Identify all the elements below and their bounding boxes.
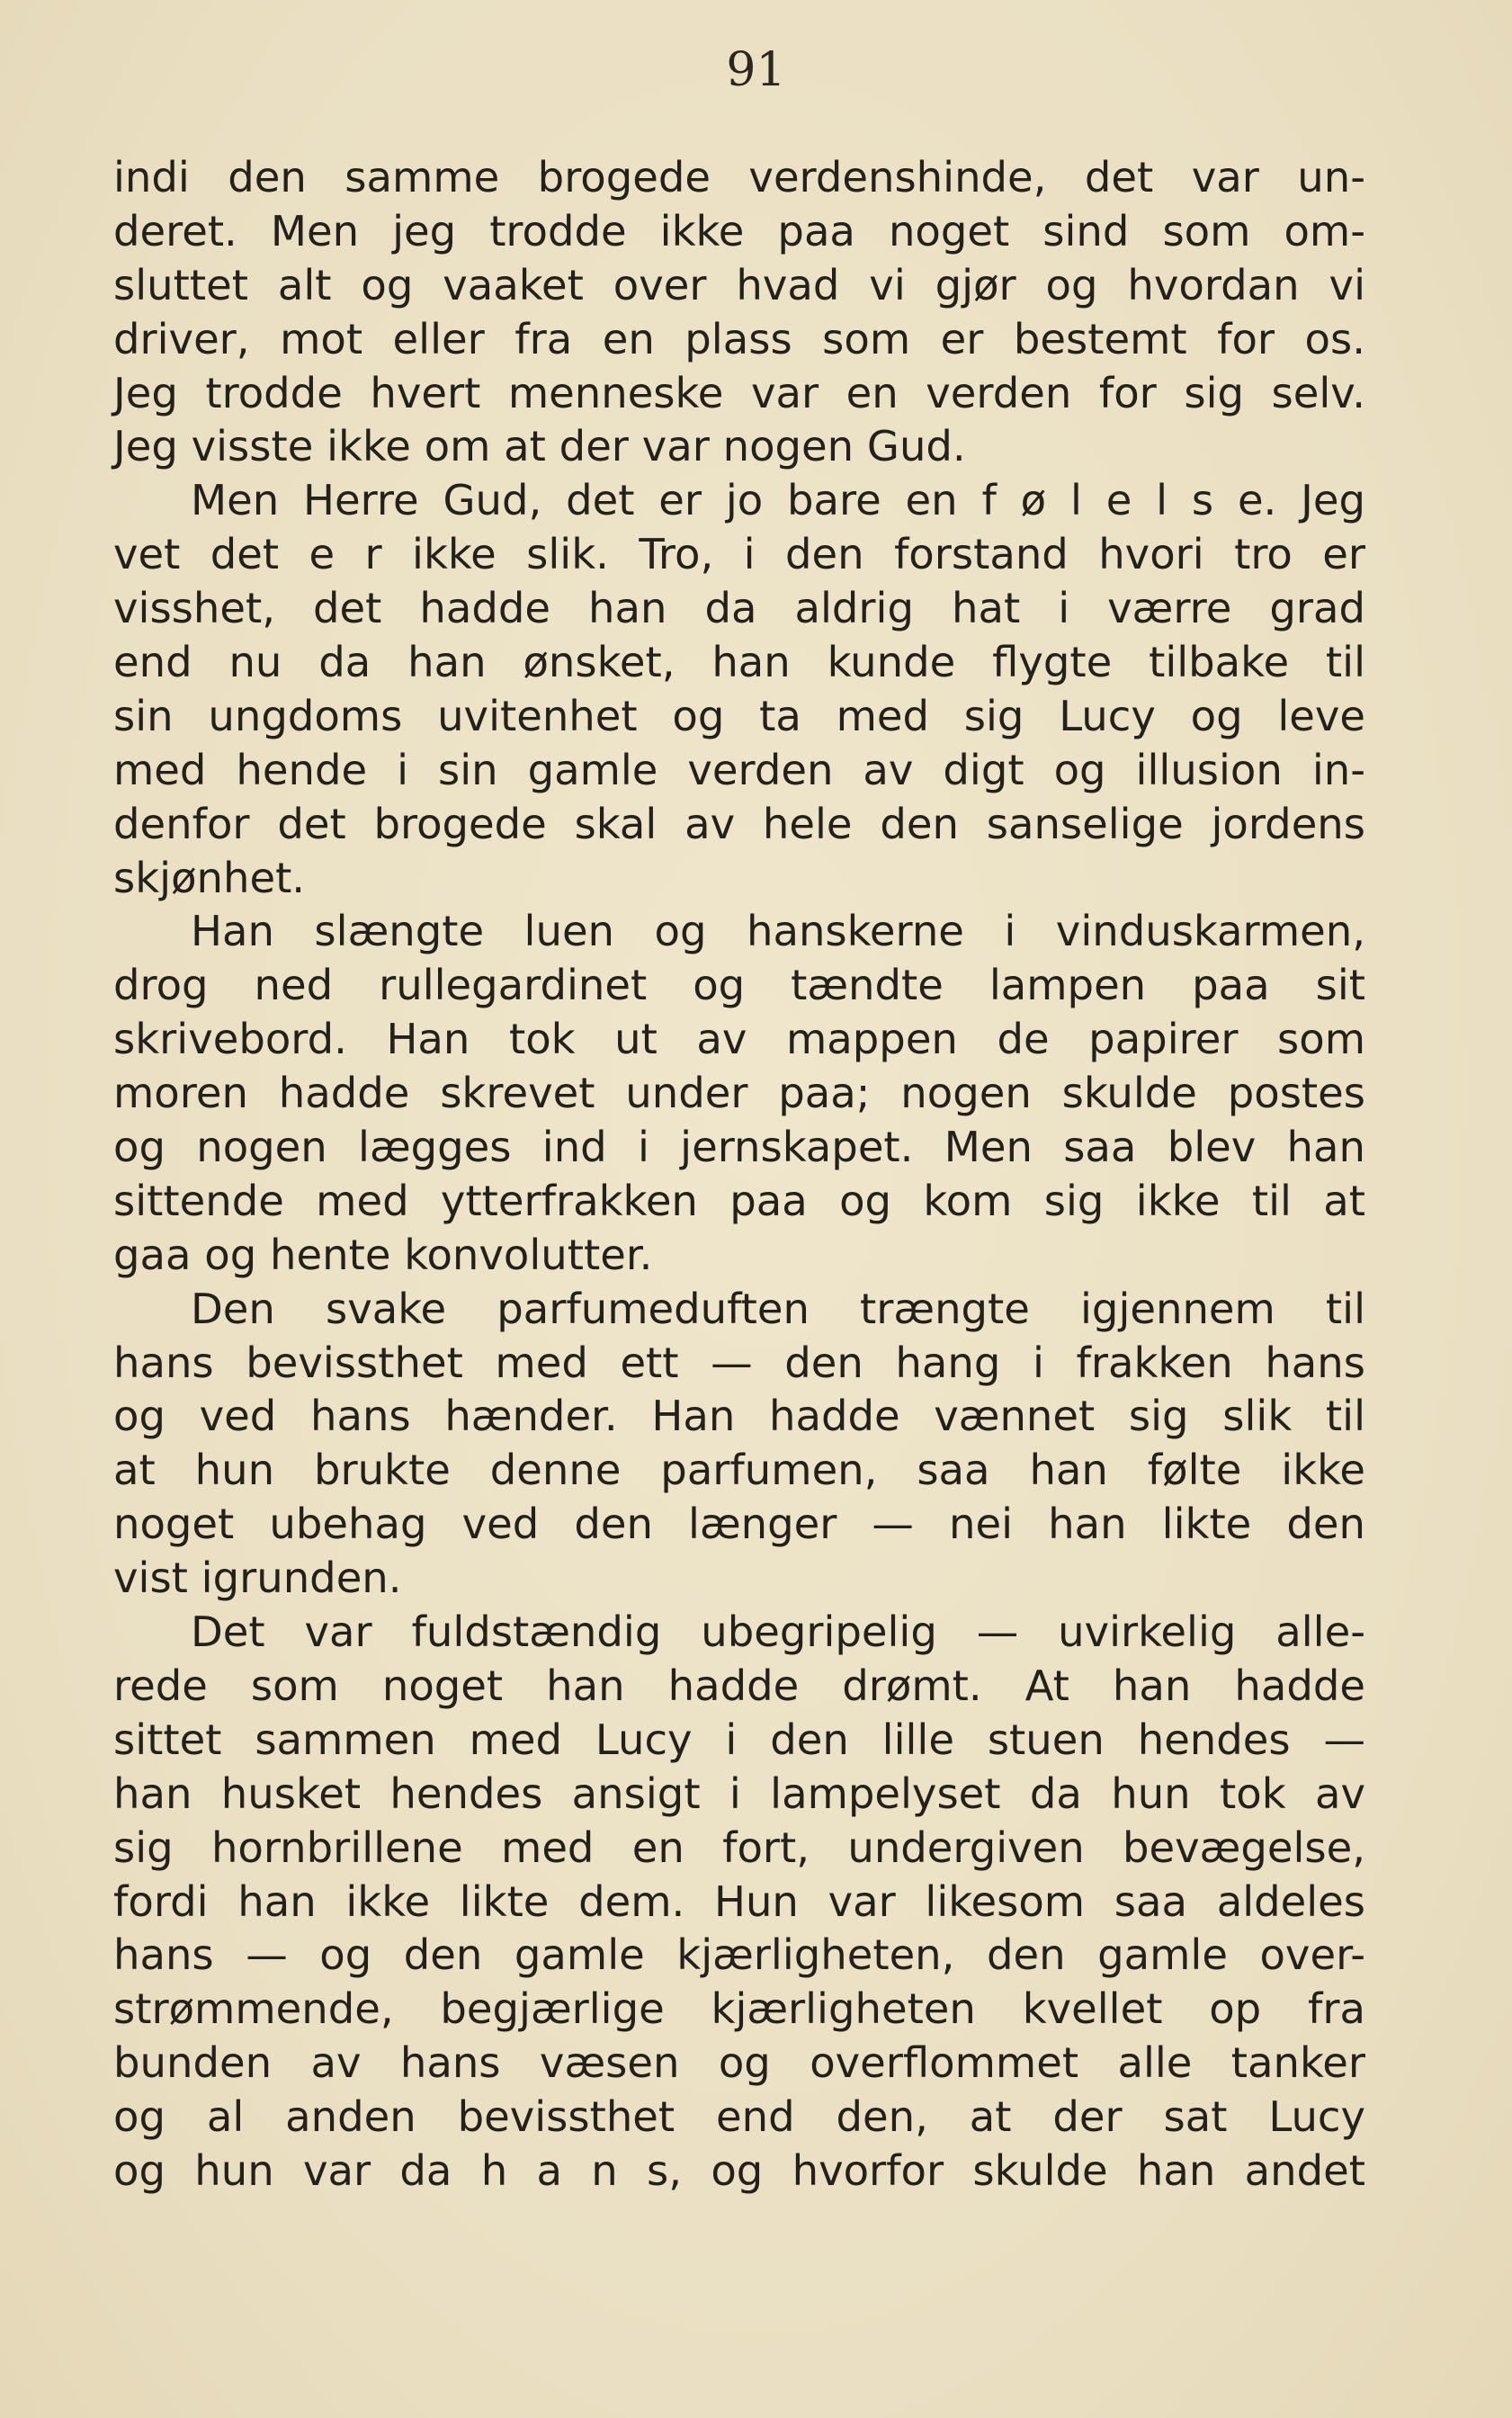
text-line: og ved hans hænder. Han hadde vænnet sig slik til [113, 1392, 1365, 1441]
text-line: sluttet alt og vaaket over hvad vi gjør og hvordan vi [113, 260, 1365, 309]
text-line: Jeg trodde hvert menneske var en verden for sig selv. [113, 368, 1365, 417]
text-line: Det var fuldstændig ubegripelig — uvirkelig alle- [191, 1608, 1365, 1657]
text-line: og hun var da h a n s, og hvorfor skulde han andet [113, 2145, 1365, 2195]
text-line: sittet sammen med Lucy i den lille stuen hendes — [113, 1715, 1365, 1764]
text-line: drog ned rullegardinet og tændte lampen paa sit [113, 961, 1365, 1010]
text-line: sin ungdoms uvitenhet og ta med sig Lucy og leve [113, 691, 1365, 740]
text-line: han husket hendes ansigt i lampelyset da hun tok av [113, 1769, 1365, 1818]
text-line: visshet, det hadde han da aldrig hat i værre grad [113, 584, 1365, 633]
text-line: at hun brukte denne parfumen, saa han følte ikke [113, 1446, 1365, 1495]
text-line: denfor det brogede skal av hele den sanselige jordens [113, 799, 1365, 848]
text-line: og al anden bevissthet end den, at der sat Lucy [113, 2092, 1365, 2142]
text-line: Men Herre Gud, det er jo bare en f ø l e l s e. Jeg [191, 476, 1365, 525]
text-line: deret. Men jeg trodde ikke paa noget sind som om- [113, 206, 1365, 255]
text-line: hans bevissthet med ett — den hang i frakken hans [113, 1338, 1365, 1387]
text-line: skjønhet. [113, 853, 306, 902]
text-line: vist igrunden. [113, 1554, 402, 1603]
text-line: indi den samme brogede verdenshinde, det var un- [113, 153, 1365, 202]
text-line: bunden av hans væsen og overflommet alle tanker [113, 2038, 1365, 2088]
text-line: strømmende, begjærlige kjærligheten kvellet op fra [113, 1984, 1365, 2034]
text-line: vet det e r ikke slik. Tro, i den forstand hvori tro er [113, 530, 1365, 579]
text-line: driver, mot eller fra en plass som er bestemt for os. [113, 314, 1365, 363]
text-line: noget ubehag ved den længer — nei han likte den [113, 1500, 1365, 1549]
text-line: fordi han ikke likte dem. Hun var likesom saa aldeles [113, 1876, 1365, 1926]
text-line: hans — og den gamle kjærligheten, den gamle over- [113, 1930, 1365, 1980]
text-line: sig hornbrillene med en fort, undergiven bevægelse, [113, 1822, 1365, 1872]
text-line: rede som noget han hadde drømt. At han hadde [113, 1661, 1365, 1710]
text-line: sittende med ytterfrakken paa og kom sig ikke til at [113, 1176, 1365, 1225]
text-line: end nu da han ønsket, han kunde flygte tilbake til [113, 638, 1365, 687]
text-line: Han slængte luen og hanskerne i vinduskarmen, [191, 907, 1365, 956]
text-line: moren hadde skrevet under paa; nogen skulde postes [113, 1069, 1365, 1118]
body-text [113, 151, 1365, 2199]
text-line: og nogen lægges ind i jernskapet. Men saa blev han [113, 1123, 1365, 1172]
text-line: Jeg visste ikke om at der var nogen Gud. [113, 422, 966, 471]
text-line: skrivebord. Han tok ut av mappen de papirer som [113, 1015, 1365, 1064]
text-line: Den svake parfumeduften trængte igjennem til [191, 1284, 1365, 1333]
page-number: 91 [726, 43, 786, 97]
text-line: gaa og hente konvolutter. [113, 1230, 653, 1279]
text-line: med hende i sin gamle verden av digt og illusion in- [113, 745, 1365, 794]
